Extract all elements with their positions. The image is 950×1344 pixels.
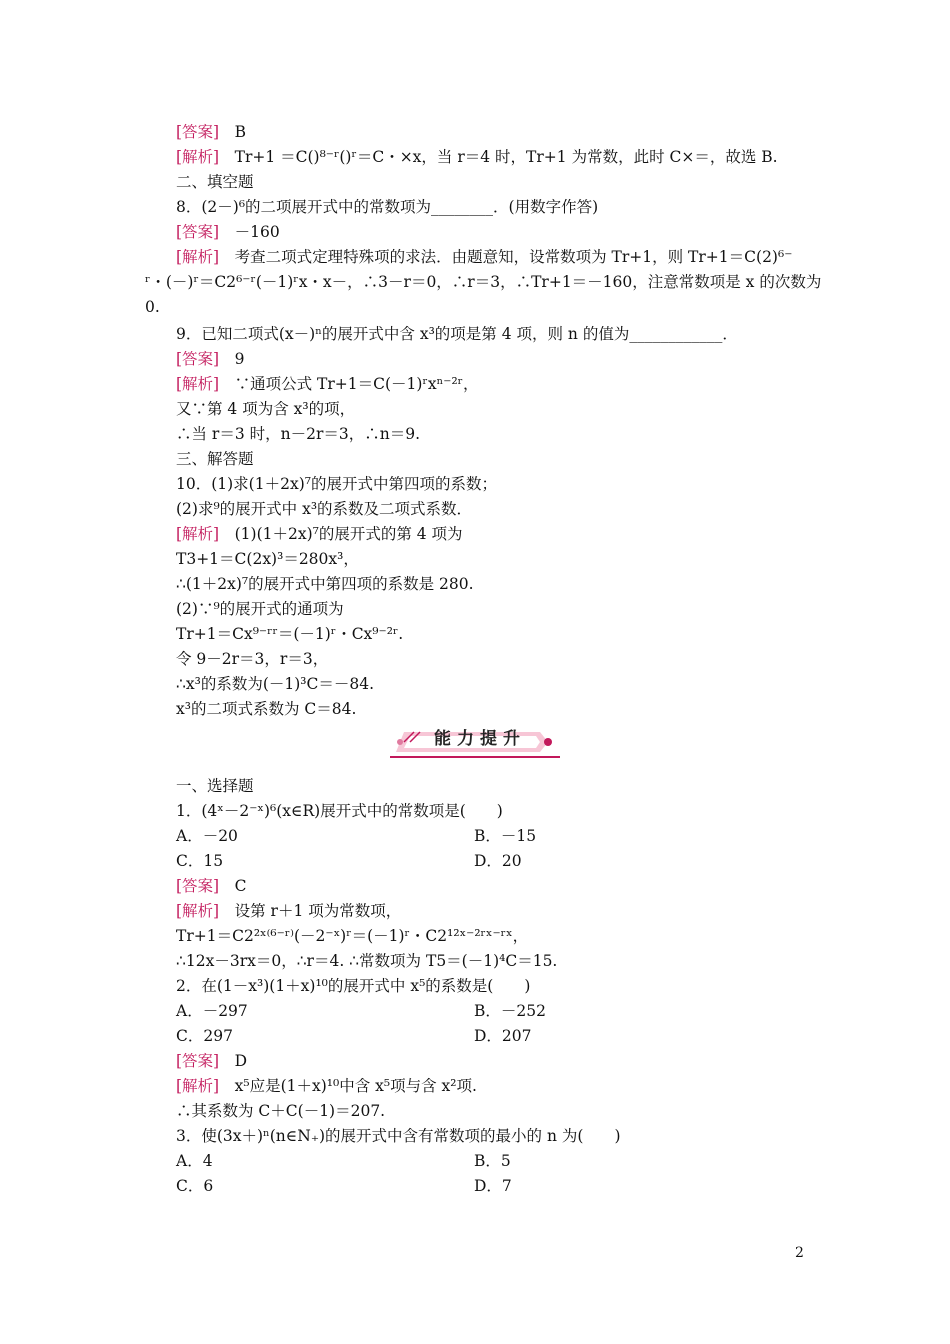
question-1: 1．(4ˣ－2⁻ˣ)⁶(x∈R)展开式中的常数项是( )	[176, 802, 503, 820]
question-2: 2．在(1－x³)(1＋x)¹⁰的展开式中 x⁵的系数是( )	[176, 977, 531, 995]
analysis-line: [解析] (1)(1＋2x)⁷的展开式的第 4 项为	[176, 525, 463, 543]
analysis-line: [解析] x⁵应是(1＋x)¹⁰中含 x⁵项与含 x²项.	[176, 1077, 477, 1095]
analysis-continuation: ∴其系数为 C＋C(－1)＝207.	[176, 1102, 386, 1120]
analysis-continuation: x³的二项式系数为 C＝84.	[176, 700, 357, 718]
question-9: 9．已知二项式(x－)ⁿ的展开式中含 x³的项是第 4 项，则 n 的值为____________．	[176, 325, 738, 343]
question-3: 3．使(3x＋)ⁿ(n∈N₊)的展开式中含有常数项的最小的 n 为( )	[176, 1127, 621, 1145]
analysis-line: [解析] ∵通项公式 Tr+1＝C(－1)ʳxⁿ⁻²ʳ，	[176, 375, 479, 393]
answer-line: [答案] B	[176, 123, 246, 141]
analysis-line: [解析] 设第 r＋1 项为常数项，	[176, 902, 402, 920]
choice-right: D．207	[474, 1027, 532, 1045]
choice-right: D．20	[474, 852, 522, 870]
choice-right: D．7	[474, 1177, 512, 1195]
analysis-continuation: 0.	[145, 298, 160, 316]
analysis-line: [解析] 考查二项式定理特殊项的求法．由题意知，设常数项为 Tr+1，则 Tr+1＝C(2)⁶⁻	[176, 248, 793, 266]
analysis-continuation: ʳ・(－)ʳ＝C2⁶⁻ʳ(－1)ʳx・x－，∴3－r＝0，∴r＝3，∴Tr+1＝－160，注意常数项是 x 的次数为	[145, 273, 822, 291]
analysis-continuation: T3+1＝C(2x)³＝280x³，	[176, 550, 359, 568]
choice-right: B．5	[474, 1152, 511, 1170]
question-8: 8．(2－)⁶的二项展开式中的常数项为________．(用数字作答)	[176, 198, 599, 216]
analysis-continuation: Tr+1＝Cx⁹⁻ʳʳ＝(－1)ʳ・Cx⁹⁻²ʳ.	[176, 625, 404, 643]
question-10-part-2: (2)求⁹的展开式中 x³的系数及二项式系数．	[176, 500, 473, 518]
analysis-continuation: ∴x³的系数为(－1)³C＝－84.	[176, 675, 374, 693]
section-heading: 三、解答题	[176, 450, 254, 468]
page-number: 2	[795, 1245, 804, 1261]
section-banner-title: 能力提升	[434, 729, 526, 749]
choice-row: C．15	[176, 852, 224, 870]
choice-row: C．6	[176, 1177, 214, 1195]
answer-line: [答案] 9	[176, 350, 245, 368]
analysis-continuation: Tr+1＝C2²ˣ⁽⁶⁻ʳ⁾(－2⁻ˣ)ʳ＝(－1)ʳ・C2¹²ˣ⁻²ʳˣ⁻ʳˣ，	[176, 927, 529, 945]
answer-line: [答案] D	[176, 1052, 248, 1070]
choice-row: A．－20	[176, 827, 238, 845]
analysis-continuation: 令 9－2r＝3，r＝3，	[176, 650, 329, 668]
choice-right: B．－252	[474, 1002, 546, 1020]
analysis-continuation: ∴12x－3rx＝0，∴r＝4. ∴常数项为 T5＝(－1)⁴C＝15.	[176, 952, 558, 970]
section-heading: 二、填空题	[176, 173, 254, 191]
analysis-continuation: ∴当 r＝3 时，n－2r＝3，∴n＝9.	[176, 425, 421, 443]
analysis-continuation: ∴(1＋2x)⁷的展开式中第四项的系数是 280.	[176, 575, 474, 593]
choice-row: C．297	[176, 1027, 233, 1045]
answer-line: [答案] －160	[176, 223, 280, 241]
answer-line: [答案] C	[176, 877, 247, 895]
question-10: 10．(1)求(1＋2x)⁷的展开式中第四项的系数；	[176, 475, 497, 493]
analysis-continuation: (2)∵⁹的展开式的通项为	[176, 600, 344, 618]
analysis-line: [解析] Tr+1 ＝C()⁸⁻ʳ()ʳ＝C・×x，当 r＝4 时，Tr+1 为常数，此时 C×＝，故选 B.	[176, 148, 778, 166]
choice-right: B．－15	[474, 827, 537, 845]
analysis-continuation: 又∵第 4 项为含 x³的项，	[176, 400, 356, 418]
choice-row: A．4	[176, 1152, 213, 1170]
choice-row: A．－297	[176, 1002, 248, 1020]
section-heading: 一、选择题	[176, 777, 254, 795]
